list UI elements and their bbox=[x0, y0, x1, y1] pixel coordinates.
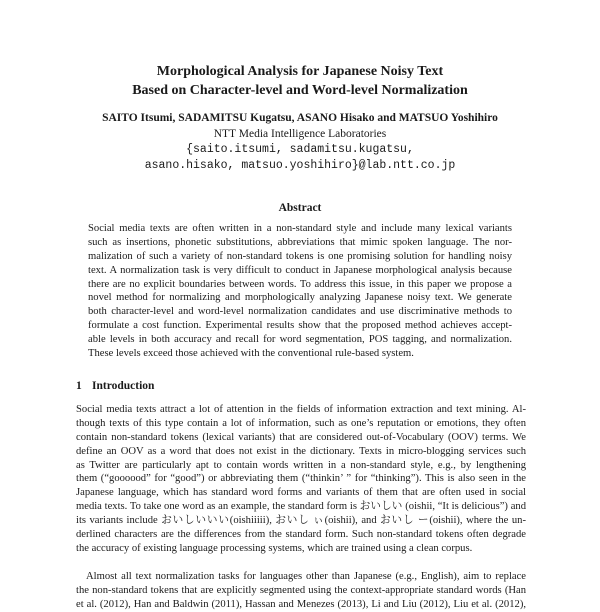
body-line: media texts. To take one word as an example, the standard form is おいしい (oishii, “It is delicious”) and bbox=[76, 501, 526, 513]
author-list: SAITO Itsumi, SADAMITSU Kugatsu, ASANO Hisako and MATSUO Yoshihiro bbox=[102, 112, 498, 124]
section-title: Introduction bbox=[92, 380, 155, 392]
abstract-heading: Abstract bbox=[278, 202, 322, 214]
body-line: its variants include おいしいいい(oishiiiii), おいし ぃ(oishii), and おいし ー(oishii), where the un- bbox=[76, 515, 526, 527]
body-line: contain non-standard tokens (lexical variants) that are considered out-of-Vocabulary (OOV) terms. We bbox=[76, 431, 526, 443]
abstract-line: Social media texts are often written in a non-standard style and include many lexical variants bbox=[88, 223, 512, 234]
abstract-body bbox=[88, 222, 512, 361]
abstract-line: able levels in both accuracy and recall for word segmentation, POS tagging, and normalization. bbox=[88, 334, 512, 346]
abstract-line: novel method for normalizing and morphologically analyzing Japanese noisy text. We generate bbox=[88, 292, 512, 304]
body-line: Japanese language, which has standard word forms and variants of them that are often used in social bbox=[76, 487, 526, 499]
abstract-line: formulate a cost function. Experimental results show that the proposed method achieves accept- bbox=[88, 320, 512, 332]
body-line: Almost all text normalization tasks for languages other than Japanese (e.g., English), aim to replace bbox=[86, 571, 526, 582]
abstract-line: text. A normalization task is very difficult to conduct in Japanese morphological analysis because bbox=[88, 264, 512, 276]
body-line: though texts of this type contain a lot of information, such as one’s reputation or emotions, they often bbox=[76, 417, 526, 429]
paper-title-line-2: Based on Character-level and Word-level Normalization bbox=[132, 83, 468, 98]
body-line: Social media texts attract a lot of attention in the fields of information extraction and text mining. Al- bbox=[76, 404, 526, 415]
body-line: et al. (2012), Han and Baldwin (2011), Hassan and Menezes (2013), Li and Liu (2012), Liu et al. (2012), bbox=[76, 598, 526, 610]
body-line: derlined characters are the differences from the standard form. Such non-standard tokens often degrade bbox=[76, 529, 526, 541]
section-heading-introduction bbox=[76, 378, 154, 394]
intro-paragraph-2 bbox=[76, 570, 526, 612]
body-line: define an OOV as a word that does not exist in the dictionary. Texts in micro-blogging services such bbox=[76, 445, 526, 457]
abstract-line: malization of such a variety of non-standard tokens is one promising solution for handling noisy bbox=[88, 250, 512, 262]
affiliation: NTT Media Intelligence Laboratories bbox=[213, 128, 387, 140]
body-line: as Twitter are particularly apt to contain words written in a non-standard style, e.g., by lengthening bbox=[76, 459, 526, 471]
intro-paragraph-1 bbox=[76, 403, 526, 556]
abstract-line: These levels exceed those achieved with the conventional rule-based system. bbox=[88, 348, 414, 360]
body-line: the accuracy of existing language processing systems, which are trained using a clean corpus. bbox=[76, 542, 473, 554]
body-line: the non-standard tokens that are explicitly segmented using the context-appropriate standard words (Han bbox=[76, 584, 526, 596]
abstract-line: both character-level and word-level normalization candidates and use discriminative methods to bbox=[88, 306, 512, 318]
abstract-line: there are no explicit boundaries between words. To address this issue, in this paper we propose a bbox=[88, 278, 512, 290]
abstract-line: such as insertions, phonetic substitutions, abbreviations that mimic spoken language. The nor- bbox=[88, 236, 512, 248]
section-number: 1 bbox=[76, 380, 82, 392]
paper-title-line-1: Morphological Analysis for Japanese Noisy Text bbox=[156, 64, 444, 79]
email-line-1: {saito.itsumi, sadamitsu.kugatsu, bbox=[186, 143, 414, 156]
body-line: them (“goooood” for “good”) or abbreviating them (“thinkin’ ” for “thinking”). This is also seen in the bbox=[76, 473, 526, 485]
email-line-2: asano.hisako, matsuo.yoshihiro}@lab.ntt.co.jp bbox=[144, 159, 456, 172]
